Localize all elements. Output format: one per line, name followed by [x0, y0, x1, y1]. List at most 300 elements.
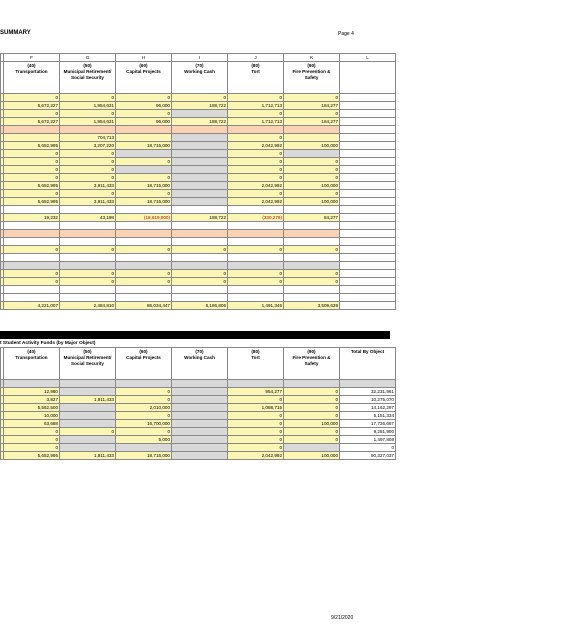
table-cell: 0 — [4, 110, 60, 118]
table-cell — [172, 158, 228, 166]
table-cell — [172, 286, 228, 294]
table-cell: 0 — [60, 270, 116, 278]
table-cell: 0 — [60, 246, 116, 254]
table-cell: 1,954,631 — [60, 102, 116, 110]
column-letter: J — [228, 54, 284, 62]
table-cell: 5,672,227 — [4, 102, 60, 110]
fund-name: Municipal Retirement/ Social Security — [63, 355, 112, 366]
table-cell: 0 — [228, 174, 284, 182]
table-cell — [284, 126, 340, 134]
table-cell — [228, 230, 284, 238]
fund-code: (70) — [195, 349, 204, 354]
table-cell: 0 — [284, 166, 340, 174]
table-row — [1, 134, 396, 142]
table-cell — [4, 238, 60, 246]
table-row — [1, 126, 396, 134]
column-letter: I — [172, 54, 228, 62]
table-cell: 1,712,713 — [228, 102, 284, 110]
table-row — [1, 428, 396, 436]
table-cell — [340, 166, 396, 174]
table-cell — [340, 380, 396, 388]
table-cell — [228, 206, 284, 214]
table-cell — [172, 126, 228, 134]
table-row — [1, 380, 396, 388]
table-cell — [284, 286, 340, 294]
table-row — [1, 182, 396, 190]
table-cell: 0 — [284, 412, 340, 420]
table-cell: 0 — [116, 246, 172, 254]
table-cell: 0 — [4, 444, 60, 452]
table-cell — [284, 230, 340, 238]
table-cell: 0 — [340, 444, 396, 452]
table-cell — [60, 420, 116, 428]
table-cell: 1,712,713 — [228, 118, 284, 126]
table-cell — [340, 254, 396, 262]
table-cell: 0 — [284, 94, 340, 102]
table-cell: 0 — [228, 166, 284, 174]
table-cell: 0 — [116, 174, 172, 182]
table-cell: 0 — [60, 166, 116, 174]
table-cell: 5,562,500 — [4, 404, 60, 412]
column-header — [340, 348, 396, 380]
table-cell — [116, 380, 172, 388]
table-cell: 1,954,631 — [60, 118, 116, 126]
table-cell — [60, 444, 116, 452]
table-cell: 0 — [228, 436, 284, 444]
table-cell: 0 — [116, 110, 172, 118]
column-header — [116, 348, 172, 380]
table-cell: 96,000 — [116, 102, 172, 110]
column-header — [228, 62, 284, 94]
table-cell: 188,722 — [172, 118, 228, 126]
table-cell: 704,713 — [60, 134, 116, 142]
table-row — [1, 302, 396, 310]
table-cell: 3,911,433 — [60, 182, 116, 190]
table-cell: 0 — [228, 190, 284, 198]
summary-table-top — [0, 53, 396, 310]
table-cell — [340, 150, 396, 158]
table-cell — [228, 254, 284, 262]
table-cell: 0 — [4, 246, 60, 254]
table-cell — [172, 388, 228, 396]
table-cell: 0 — [4, 150, 60, 158]
table-cell — [60, 294, 116, 302]
table-cell — [340, 142, 396, 150]
fund-code: (50) — [83, 349, 92, 354]
table-cell — [4, 254, 60, 262]
table-cell — [60, 206, 116, 214]
table-cell: 43,198 — [60, 214, 116, 222]
column-header — [228, 348, 284, 380]
table-cell — [340, 110, 396, 118]
table-cell — [172, 404, 228, 412]
table-cell — [284, 134, 340, 142]
fund-name: Tort — [251, 69, 260, 74]
table-row — [1, 412, 396, 420]
summary-table-bottom — [0, 347, 396, 460]
column-header — [340, 62, 396, 94]
table-cell — [4, 134, 60, 142]
table-cell: 0 — [228, 278, 284, 286]
table-cell — [116, 254, 172, 262]
section-divider — [0, 331, 390, 339]
column-letter: K — [284, 54, 340, 62]
table-cell — [60, 436, 116, 444]
table-cell: 1,497,808 — [340, 436, 396, 444]
table-cell: 0 — [284, 404, 340, 412]
table-cell — [284, 206, 340, 214]
table-cell — [172, 444, 228, 452]
table-cell — [4, 262, 60, 270]
table-cell — [228, 262, 284, 270]
fund-code: (90) — [307, 349, 316, 354]
table-row — [1, 404, 396, 412]
table-cell — [284, 222, 340, 230]
table-cell — [172, 294, 228, 302]
table-cell: 0 — [228, 396, 284, 404]
table-cell: 0 — [228, 412, 284, 420]
table-cell — [340, 246, 396, 254]
table-cell — [172, 206, 228, 214]
table-cell: 2,484,810 — [60, 302, 116, 310]
table-cell: 12,980 — [4, 388, 60, 396]
column-header — [172, 62, 228, 94]
table-cell: 17,726,667 — [340, 420, 396, 428]
column-header — [4, 348, 60, 380]
table-cell — [340, 222, 396, 230]
table-cell: 0 — [172, 246, 228, 254]
table-row — [1, 190, 396, 198]
table-cell: 0 — [228, 444, 284, 452]
table-cell: 0 — [228, 158, 284, 166]
table-cell — [340, 126, 396, 134]
table-cell: 0 — [172, 94, 228, 102]
table-cell — [172, 436, 228, 444]
table-row — [1, 230, 396, 238]
table-cell: 0 — [116, 278, 172, 286]
table-cell: 0 — [228, 420, 284, 428]
table-cell — [60, 262, 116, 270]
table-cell — [60, 404, 116, 412]
table-cell: 0 — [284, 246, 340, 254]
table-cell — [4, 294, 60, 302]
table-cell — [172, 396, 228, 404]
fund-name: Working Cash — [184, 69, 215, 74]
table-row — [1, 94, 396, 102]
table-cell — [4, 380, 60, 388]
table-cell — [116, 230, 172, 238]
table-cell — [172, 110, 228, 118]
table-cell: 2,010,000 — [116, 404, 172, 412]
table-cell — [60, 380, 116, 388]
table-cell — [172, 134, 228, 142]
table-cell: 0 — [284, 278, 340, 286]
table-row — [1, 158, 396, 166]
table-cell — [172, 190, 228, 198]
table-row — [1, 286, 396, 294]
table-cell: 86,034,447 — [116, 302, 172, 310]
table-cell — [4, 222, 60, 230]
table-cell: 18,715,000 — [116, 182, 172, 190]
table-row — [1, 278, 396, 286]
table-cell — [172, 380, 228, 388]
table-cell: 2,042,992 — [228, 142, 284, 150]
table-cell — [228, 238, 284, 246]
table-cell — [340, 270, 396, 278]
table-cell — [228, 380, 284, 388]
table-cell: 0 — [60, 94, 116, 102]
table-cell: 5,652,995 — [4, 198, 60, 206]
table-cell: 954,277 — [228, 388, 284, 396]
table-row — [1, 262, 396, 270]
table-cell — [116, 262, 172, 270]
table-cell — [60, 230, 116, 238]
fund-code: (60) — [139, 349, 148, 354]
table-cell — [340, 230, 396, 238]
column-header — [60, 62, 116, 94]
table-cell — [172, 254, 228, 262]
table-cell — [116, 150, 172, 158]
table-cell: 0 — [4, 94, 60, 102]
table-cell — [228, 126, 284, 134]
column-header — [284, 62, 340, 94]
fund-name: Fire Prevention & Safety — [292, 69, 331, 80]
table-cell: 10,275,070 — [340, 396, 396, 404]
table-row — [1, 246, 396, 254]
fund-code: (40) — [27, 63, 36, 68]
table-cell: 184,277 — [284, 118, 340, 126]
table-cell: 6,186,806 — [172, 302, 228, 310]
fund-name: Tort — [251, 355, 260, 360]
table-cell: 0 — [60, 150, 116, 158]
table-cell: 5,652,995 — [4, 182, 60, 190]
table-cell: 0 — [60, 428, 116, 436]
table-cell — [340, 134, 396, 142]
table-cell: 10,000 — [4, 412, 60, 420]
table-cell: 5,652,995 — [4, 452, 60, 460]
table-row — [1, 142, 396, 150]
table-cell — [116, 286, 172, 294]
table-cell: 100,000 — [284, 198, 340, 206]
table-cell: 19,232 — [4, 214, 60, 222]
fund-code: (40) — [27, 349, 36, 354]
table-row — [1, 174, 396, 182]
table-row — [1, 238, 396, 246]
table-cell: 0 — [60, 278, 116, 286]
fund-code: (90) — [307, 63, 316, 68]
table-cell: 0 — [4, 174, 60, 182]
table-cell — [340, 214, 396, 222]
table-cell: 1,088,715 — [228, 404, 284, 412]
table-cell: 0 — [116, 190, 172, 198]
fund-name: Municipal Retirement/ Social Security — [63, 69, 112, 80]
table-cell — [340, 182, 396, 190]
table-cell — [60, 388, 116, 396]
table-cell: 188,722 — [172, 102, 228, 110]
table-row — [1, 294, 396, 302]
table-cell — [172, 198, 228, 206]
table-row — [1, 396, 396, 404]
table-row — [1, 214, 396, 222]
table-cell: 100,000 — [284, 420, 340, 428]
table-cell — [116, 444, 172, 452]
table-cell: 2,042,992 — [228, 198, 284, 206]
column-header — [60, 348, 116, 380]
table-cell: 3,827 — [4, 396, 60, 404]
table-row — [1, 206, 396, 214]
table-cell — [284, 254, 340, 262]
table-cell: 0 — [172, 270, 228, 278]
table-cell — [116, 294, 172, 302]
table-cell: 188,722 — [172, 214, 228, 222]
table-cell — [116, 238, 172, 246]
table-cell: 0 — [284, 110, 340, 118]
table-cell: 0 — [4, 270, 60, 278]
table-cell: 0 — [60, 190, 116, 198]
table-cell — [60, 238, 116, 246]
table-cell: 63,688 — [4, 420, 60, 428]
table-cell — [340, 294, 396, 302]
table-row — [1, 420, 396, 428]
table-cell — [284, 262, 340, 270]
table-cell: 2,042,992 — [228, 452, 284, 460]
table-cell — [60, 286, 116, 294]
table-cell — [340, 262, 396, 270]
table-cell: 5,151,334 — [340, 412, 396, 420]
table-cell: 0 — [4, 278, 60, 286]
table-cell — [60, 254, 116, 262]
table-cell: 0 — [284, 436, 340, 444]
table-cell: 0 — [284, 270, 340, 278]
table-row — [1, 388, 396, 396]
table-cell — [4, 230, 60, 238]
table-cell — [340, 190, 396, 198]
table-cell: 0 — [284, 396, 340, 404]
table-cell: 0 — [228, 110, 284, 118]
table-cell — [172, 150, 228, 158]
table-cell — [340, 238, 396, 246]
table-cell: 0 — [228, 270, 284, 278]
table-cell — [60, 412, 116, 420]
table-row — [1, 270, 396, 278]
table-cell: 0 — [60, 110, 116, 118]
fund-name: Fire Prevention & Safety — [292, 355, 331, 366]
report-title: SUMMARY — [0, 30, 31, 36]
table-cell — [172, 174, 228, 182]
table-cell: 0 — [172, 278, 228, 286]
table-cell — [60, 126, 116, 134]
table-cell: 1,911,433 — [60, 396, 116, 404]
table-cell: 5,000 — [116, 436, 172, 444]
table-row — [1, 166, 396, 174]
table-cell — [284, 444, 340, 452]
table-cell — [228, 222, 284, 230]
table-row — [1, 198, 396, 206]
table-cell: 84,277 — [284, 214, 340, 222]
table-cell: 1,491,346 — [228, 302, 284, 310]
table-row — [1, 102, 396, 110]
fund-code: (50) — [83, 63, 92, 68]
column-header-row — [1, 62, 396, 94]
table-cell: 3,911,433 — [60, 198, 116, 206]
table-cell: 0 — [116, 388, 172, 396]
table-cell: 18,715,000 — [116, 198, 172, 206]
table-cell — [340, 118, 396, 126]
table-cell — [228, 286, 284, 294]
table-cell: 96,000 — [116, 118, 172, 126]
table-cell: 90,327,037 — [340, 452, 396, 460]
table-cell: 100,000 — [284, 452, 340, 460]
fund-code: (70) — [195, 63, 204, 68]
table-cell — [340, 302, 396, 310]
fund-code: (80) — [251, 63, 260, 68]
table-cell — [340, 206, 396, 214]
table-cell — [284, 294, 340, 302]
table-cell: 0 — [4, 190, 60, 198]
table-cell — [340, 94, 396, 102]
column-header — [172, 348, 228, 380]
fund-name: Working Cash — [184, 355, 215, 360]
table-cell — [116, 126, 172, 134]
table-cell: 0 — [116, 428, 172, 436]
table-cell: 0 — [4, 428, 60, 436]
table-cell: 100,000 — [284, 182, 340, 190]
table-cell — [4, 286, 60, 294]
table-row — [1, 222, 396, 230]
table-cell — [116, 222, 172, 230]
fund-name: Capital Projects — [126, 355, 161, 360]
table-cell: 0 — [228, 428, 284, 436]
table-cell — [172, 182, 228, 190]
column-header — [4, 62, 60, 94]
table-cell: 1,911,433 — [60, 452, 116, 460]
table-row — [1, 110, 396, 118]
table-cell: 0 — [60, 174, 116, 182]
column-letter: L — [340, 54, 396, 62]
fund-name: Transportation — [15, 69, 48, 74]
table-cell: 0 — [116, 158, 172, 166]
table-cell — [284, 238, 340, 246]
table-cell: 0 — [116, 396, 172, 404]
column-letter: G — [60, 54, 116, 62]
table-cell: (18,619,000) — [116, 214, 172, 222]
table-cell — [172, 238, 228, 246]
table-cell — [172, 452, 228, 460]
column-letters-row — [1, 54, 396, 62]
table-cell — [172, 428, 228, 436]
table-row — [1, 118, 396, 126]
footer-date: 9/21/2020 — [331, 615, 354, 621]
table-cell: 9,281,900 — [340, 428, 396, 436]
table-cell: 5,652,995 — [4, 142, 60, 150]
table-cell: 0 — [228, 134, 284, 142]
table-cell: 0 — [284, 174, 340, 182]
table-cell — [172, 230, 228, 238]
table-cell: 0 — [4, 436, 60, 444]
table-cell — [340, 102, 396, 110]
table-cell: 184,277 — [284, 102, 340, 110]
table-cell: 0 — [4, 166, 60, 174]
table-cell: 32,231,961 — [340, 388, 396, 396]
table-cell: 0 — [228, 94, 284, 102]
table-cell — [340, 286, 396, 294]
table-cell: 18,715,000 — [116, 142, 172, 150]
column-header-row — [1, 348, 396, 380]
table-cell — [172, 142, 228, 150]
table-cell — [60, 222, 116, 230]
table-row — [1, 254, 396, 262]
table-cell: 5,672,227 — [4, 118, 60, 126]
